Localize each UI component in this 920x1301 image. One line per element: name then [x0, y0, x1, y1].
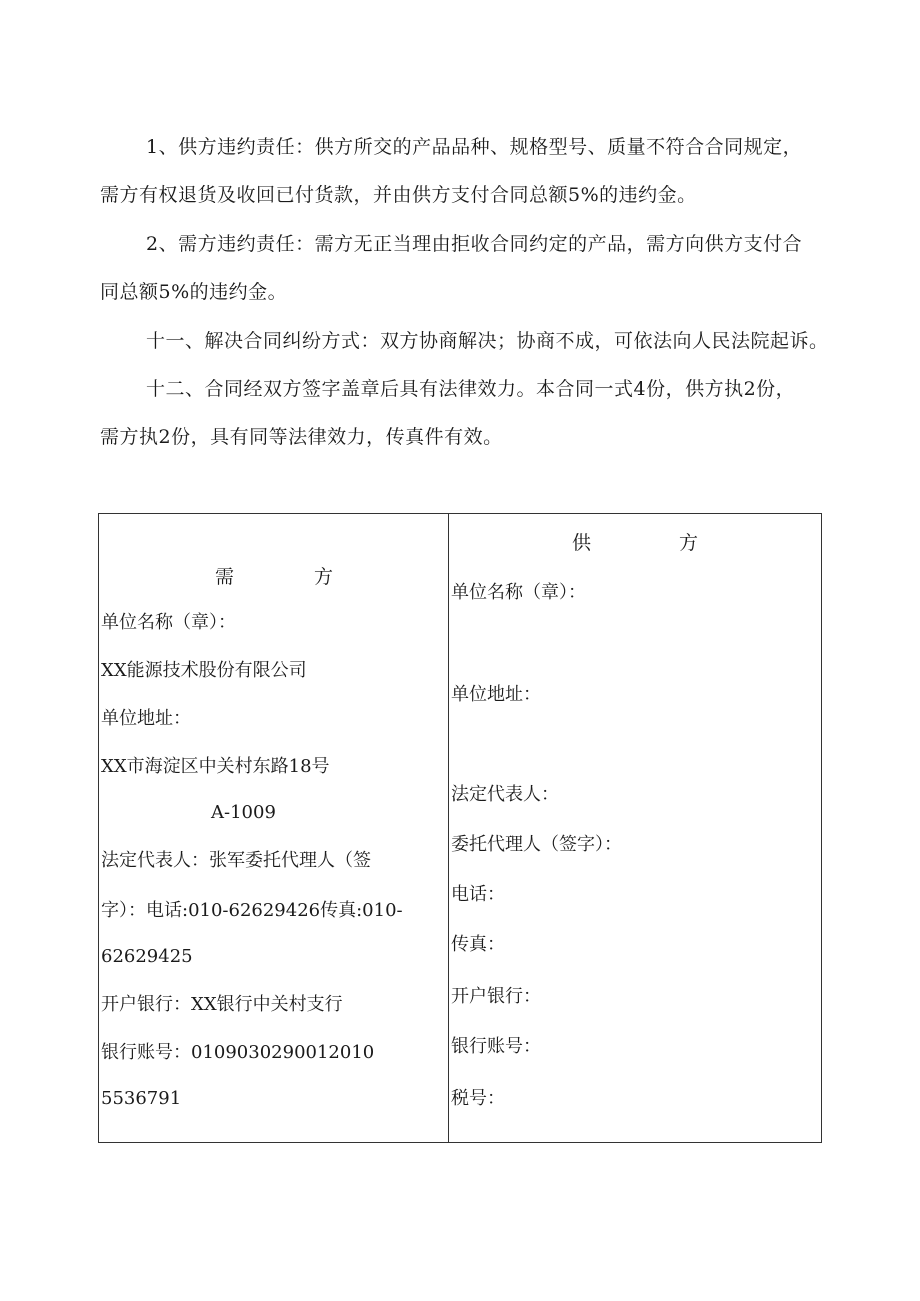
buyer-fax-number: 62629425 [101, 946, 193, 967]
supplier-heading [572, 530, 698, 556]
clause-supplier-breach [100, 123, 840, 219]
buyer-address-label: 单位地址： [101, 708, 191, 729]
signature-table [98, 513, 822, 1143]
supplier-fax-label: 传真： [451, 934, 505, 955]
supplier-unit-name-label: 单位名称（章）： [451, 582, 586, 603]
supplier-bank-label: 开户银行： [451, 986, 541, 1007]
buyer-bank: 开户银行：XX银行中关村支行 [101, 994, 343, 1015]
clause-line: 1、供方违约责任：供方所交的产品品种、规格型号、质量不符合合同规定， [146, 136, 803, 158]
buyer-heading-char: 方 [314, 566, 334, 588]
clause-buyer-breach [100, 220, 840, 316]
supplier-heading-char: 方 [679, 532, 699, 554]
supplier-heading-char: 供 [572, 532, 592, 554]
buyer-unit-name: XX能源技术股份有限公司 [101, 660, 307, 681]
clause-line: 需方执2份，具有同等法律效力，传真件有效。 [100, 426, 503, 448]
buyer-account: 银行账号：0109030290012010 [101, 1042, 375, 1063]
clause-line: 十一、解决合同纠纷方式：双方协商解决；协商不成，可依法向人民法院起诉。 [146, 330, 829, 352]
supplier-legal-rep-label: 法定代表人： [451, 784, 559, 805]
supplier-phone-label: 电话： [451, 884, 505, 905]
clause-line: 同总额5%的违约金。 [100, 281, 288, 303]
buyer-account-cont: 5536791 [101, 1088, 182, 1109]
buyer-address: XX市海淀区中关村东路18号 [101, 756, 330, 777]
buyer-address-room: A-1009 [211, 802, 276, 823]
clause-line: 十二、合同经双方签字盖章后具有法律效力。本合同一式4份，供方执2份， [146, 378, 796, 400]
buyer-heading [215, 564, 333, 590]
supplier-address-label: 单位地址： [451, 684, 541, 705]
buyer-representative: 法定代表人：张军委托代理人（签 [101, 850, 371, 871]
buyer-heading-char: 需 [215, 566, 235, 588]
supplier-account-label: 银行账号： [451, 1036, 541, 1057]
clause-effectiveness [100, 365, 840, 461]
clause-dispute-resolution [100, 317, 840, 365]
buyer-unit-name-label: 单位名称（章）： [101, 612, 236, 633]
supplier-agent-label: 委托代理人（签字）： [451, 834, 622, 855]
clause-line: 需方有权退货及收回已付货款，并由供方支付合同总额5%的违约金。 [100, 184, 697, 206]
clause-line: 2、需方违约责任：需方无正当理由拒收合同约定的产品，需方向供方支付合 [146, 233, 803, 255]
column-divider [448, 514, 449, 1142]
buyer-contact: 字）：电话:010-62629426传真:010- [101, 900, 403, 921]
supplier-tax-label: 税号： [451, 1088, 505, 1109]
